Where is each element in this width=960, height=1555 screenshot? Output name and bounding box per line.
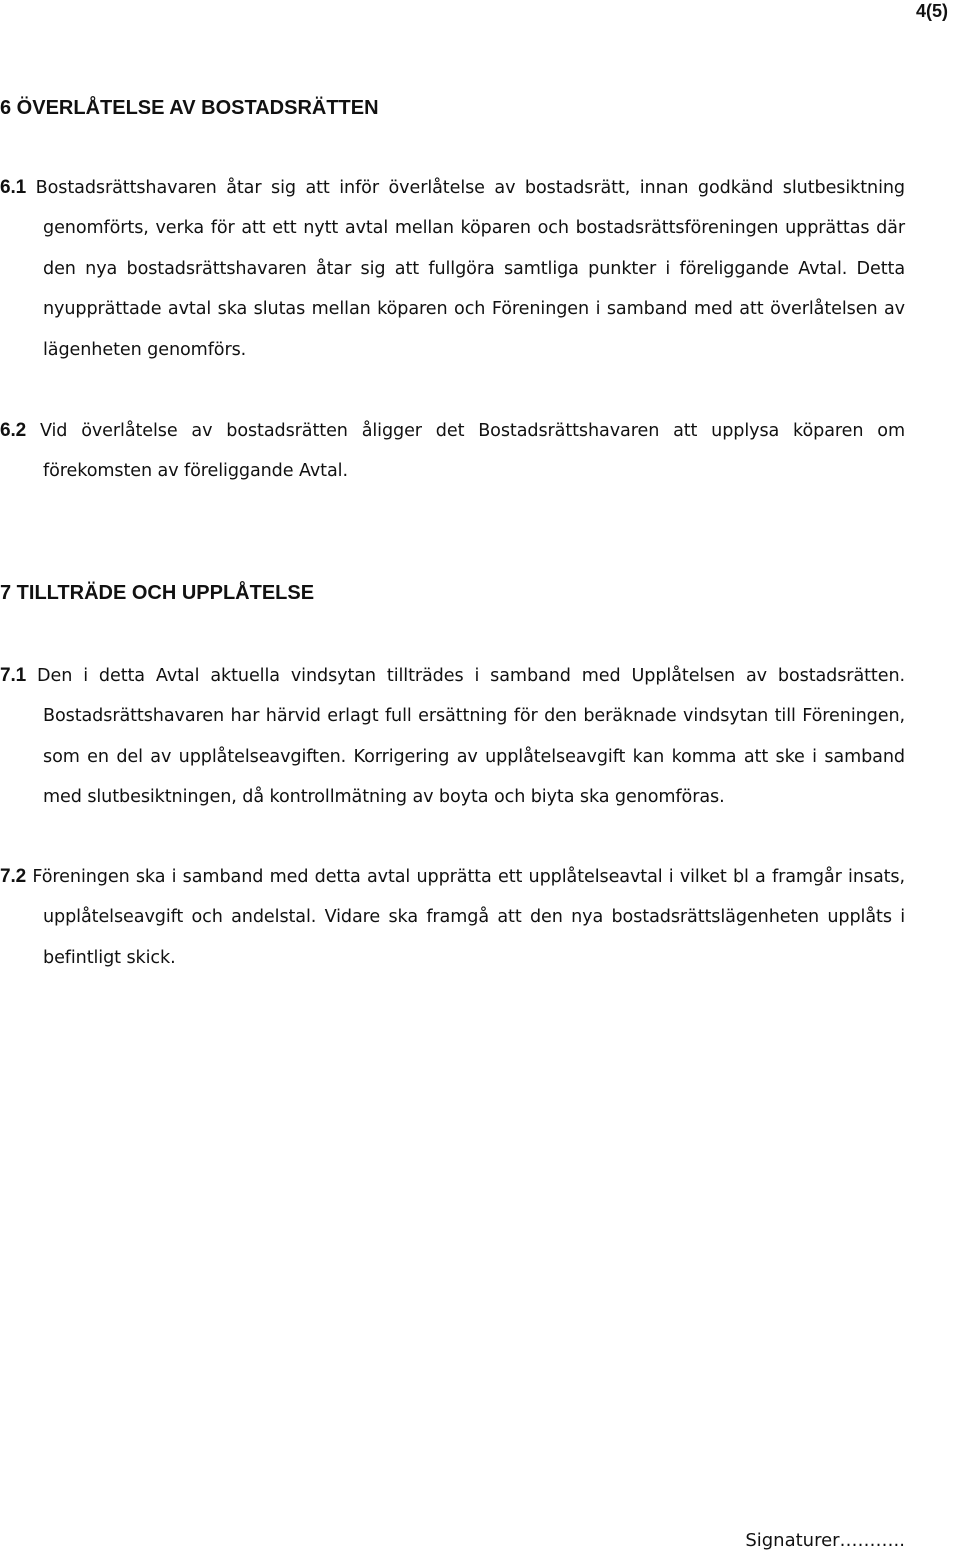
clause-number: 7.1 (0, 665, 27, 686)
clause-number: 6.2 (0, 420, 27, 441)
paragraph-7-1 (0, 656, 905, 818)
paragraph-line: den nya bostadsrättshavaren åtar sig att fullgöra samtliga punkter i föreliggande Avtal. Detta (43, 258, 905, 279)
paragraph-line: Den i detta Avtal aktuella vindsytan tillträdes i samband med Upplåtelsen av bostadsrätten. (26, 666, 905, 686)
paragraph-line: förekomsten av föreliggande Avtal. (43, 461, 348, 482)
paragraph-7-2 (0, 857, 905, 978)
section-7-heading: 7 TILLTRÄDE OCH UPPLÅTELSE (0, 582, 315, 604)
paragraph-line: lägenheten genomförs. (43, 339, 247, 360)
paragraph-6-2 (0, 411, 905, 492)
paragraph-line: Bostadsrättshavaren åtar sig att inför överlåtelse av bostadsrätt, innan godkänd slutbesiktning (26, 178, 905, 198)
paragraph-line: nyupprättade avtal ska slutas mellan köparen och Föreningen i samband med att överlåtelsen av (43, 299, 905, 320)
section-6-heading: 6 ÖVERLÅTELSE AV BOSTADSRÄTTEN (0, 97, 379, 119)
paragraph-line: Vid överlåtelse av bostadsrätten åligger det Bostadsrättshavaren att upplysa köparen om (26, 421, 905, 441)
paragraph-line: befintligt skick. (43, 947, 176, 968)
page-number: 4(5) (915, 1, 948, 21)
paragraph-line: Bostadsrättshavaren har härvid erlagt full ersättning för den beräknade vindsytan till Föreningen, (43, 706, 905, 727)
clause-number: 7.2 (0, 866, 27, 887)
paragraph-line: genomförts, verka för att ett nytt avtal mellan köparen och bostadsrättsföreningen upprättas där (43, 218, 905, 239)
clause-number: 6.1 (0, 177, 27, 198)
paragraph-line: som en del av upplåtelseavgiften. Korrigering av upplåtelseavgift kan komma att ske i samband (43, 746, 905, 767)
paragraph-line: Föreningen ska i samband med detta avtal upprätta ett upplåtelseavtal i vilket bl a framgår insats, (26, 867, 905, 887)
paragraph-6-1 (0, 168, 905, 370)
paragraph-line: upplåtelseavgift och andelstal. Vidare ska framgå att den nya bostadsrättslägenheten upplåts i (43, 907, 905, 928)
signature-line: Signaturer……….. (745, 1530, 905, 1551)
paragraph-line: med slutbesiktningen, då kontrollmätning av boyta och biyta ska genomföras. (43, 787, 725, 808)
